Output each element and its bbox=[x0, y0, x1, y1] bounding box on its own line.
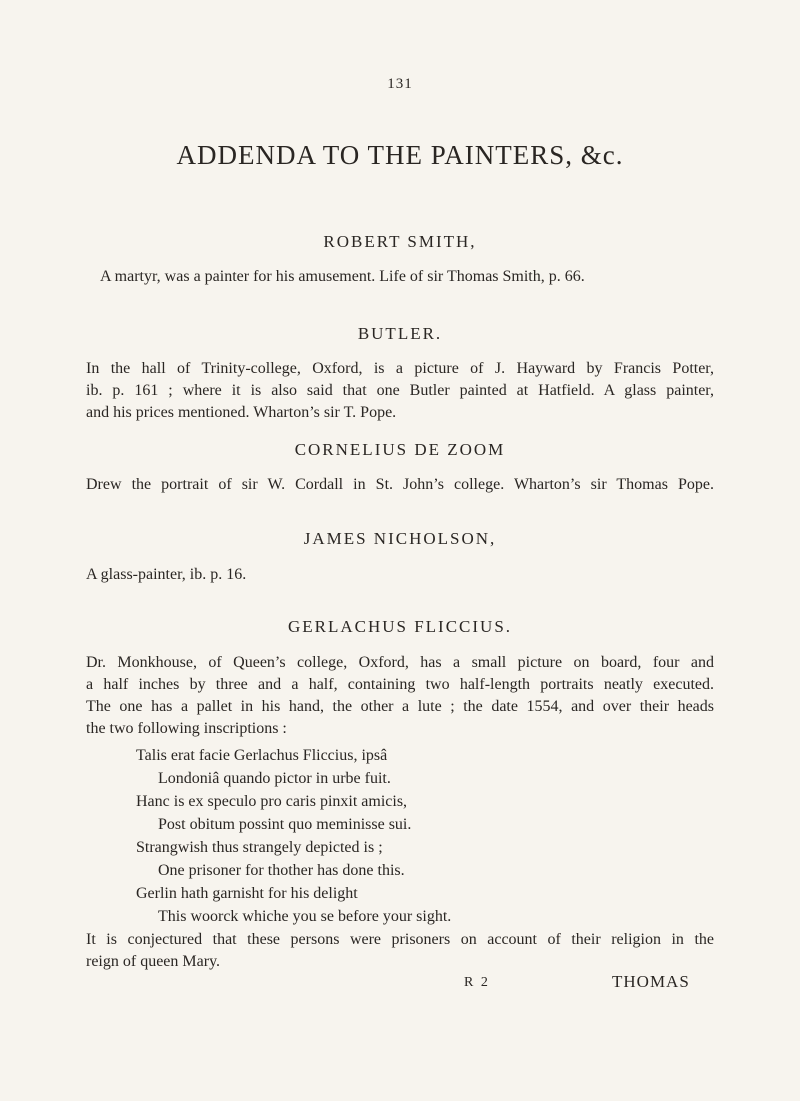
section-heading-butler: BUTLER. bbox=[357, 324, 443, 343]
closing-paragraph bbox=[86, 929, 714, 973]
verse-line: Post obitum possint quo meminisse sui. bbox=[158, 816, 412, 833]
section-text-james-nicholson bbox=[86, 564, 714, 586]
section-text-cornelius-de-zoom bbox=[86, 474, 714, 496]
text-line: In the hall of Trinity-college, Oxford, is a picture of J. Hayward by Francis Potter, bbox=[86, 360, 714, 377]
text-line: and his prices mentioned. Wharton’s sir T. Pope. bbox=[86, 404, 397, 421]
section-heading-gerlachus-fliccius: GERLACHUS FLICCIUS. bbox=[287, 617, 513, 636]
verse-line: Talis erat facie Gerlachus Fliccius, ipsâ bbox=[136, 747, 388, 764]
text-line: ib. p. 161 ; where it is also said that one Butler painted at Hatfield. A glass painter, bbox=[86, 382, 714, 399]
section-heading-james-nicholson: JAMES NICHOLSON, bbox=[303, 529, 497, 548]
text-line: Dr. Monkhouse, of Queen’s college, Oxford, has a small picture on board, four and bbox=[86, 654, 714, 671]
page-number: 131 bbox=[387, 76, 413, 92]
verse-line: Gerlin hath garnisht for his delight bbox=[136, 885, 358, 902]
text-line: It is conjectured that these persons were prisoners on account of their religion in the bbox=[86, 931, 714, 948]
catchword: THOMAS bbox=[612, 972, 690, 991]
signature-mark: R 2 bbox=[464, 975, 490, 990]
text-line: a half inches by three and a half, containing two half-length portraits neatly executed. bbox=[86, 676, 714, 693]
text-line: A martyr, was a painter for his amusement. Life of sir Thomas Smith, p. 66. bbox=[100, 268, 585, 285]
verse-latin bbox=[136, 744, 656, 836]
section-text-butler bbox=[86, 358, 714, 424]
verse-line: This woorck whiche you se before your sight. bbox=[158, 908, 452, 925]
text-line: The one has a pallet in his hand, the other a lute ; the date 1554, and over their heads bbox=[86, 698, 714, 715]
section-text-gerlachus-fliccius bbox=[86, 652, 714, 740]
section-heading-cornelius-de-zoom: CORNELIUS DE ZOOM bbox=[294, 440, 506, 459]
verse-line: Strangwish thus strangely depicted is ; bbox=[136, 839, 383, 856]
verse-line: Londoniâ quando pictor in urbe fuit. bbox=[158, 770, 391, 787]
page-title: ADDENDA TO THE PAINTERS, &c. bbox=[176, 140, 624, 170]
text-line: reign of queen Mary. bbox=[86, 953, 221, 970]
inscription-english bbox=[136, 836, 656, 928]
section-text-robert-smith bbox=[100, 266, 728, 288]
verse-line: Hanc is ex speculo pro caris pinxit amicis, bbox=[136, 793, 408, 810]
text-line: Drew the portrait of sir W. Cordall in St. John’s college. Wharton’s sir Thomas Pope. bbox=[86, 476, 714, 493]
section-heading-robert-smith: ROBERT SMITH, bbox=[323, 232, 477, 251]
verse-line: One prisoner for thother has done this. bbox=[158, 862, 405, 879]
text-line: the two following inscriptions : bbox=[86, 720, 287, 737]
text-line: A glass-painter, ib. p. 16. bbox=[86, 566, 247, 583]
